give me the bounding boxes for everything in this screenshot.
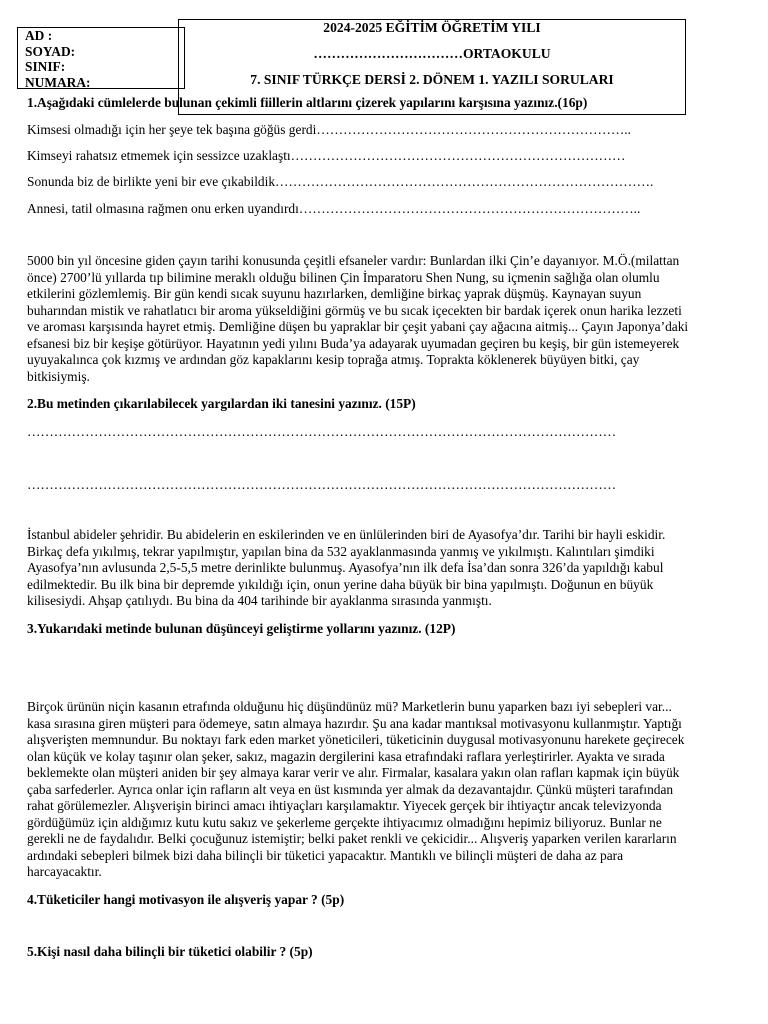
passage-line: kilisesiydi. Ahşap çatılıydı. Bu bina da 404 tarihinde bir ayaklanma sırasında yanmıştı. [27, 593, 492, 608]
passage-line: Birkaç defa yıkılmış, tekrar yapılmıştır, yapılan bina da 532 ayaklanmasında yanmış ve yıkılmıştı. Kalıntıları şimdiki [27, 543, 655, 559]
passage-line: önce) 2700’lü yıllarda tıp bilimine meraklı olduğu bilinen Çin İmparatoru Shen Nung, su içmenin sağlığa olan olumlu [27, 269, 660, 285]
passage-line: edilmektedir. Bu ilk bina bir depremde yıkıldığı için, onun yerine daha büyük bir bina yapılmıştı. Doğunun en büyük [27, 576, 654, 592]
question-4: 4.Tüketiciler hangi motivasyon ile alışveriş yapar ? (5p) [27, 892, 345, 907]
name-label: AD : [25, 28, 53, 43]
passage-line: 5000 bin yıl öncesine giden çayın tarihi konusunda çeşitli efsaneler vardır: Bunlardan ilki Çin’e dayanıyor. M.Ö.(milattan [27, 253, 680, 268]
q1-sentence: Annesi, tatil olmasına rağmen onu erken uyandırdı………………………………………………………………….. [27, 201, 641, 216]
passage-line: Ayasofya’nın avlusunda 2,5-5,5 metre derinlikte bulunmuş. Ayasofya’nın ilk defa İsa’dan sonra 326’da yapıldığı kabul [27, 560, 664, 575]
question-1: 1.Aşağıdaki cümlelerde bulunan çekimli fiillerin altlarını çizerek yapılarını karşısına yazınız.(16p) [27, 95, 588, 110]
passage-line: ve aroması karşısında hayret etmiş. Demliğine düşen bu yapraklar bir çeşit yabani çay ağacına aitmiş... Çayın Japonya’daki [27, 319, 689, 334]
q2-answer-line: …………………………………………………………………………………………………………………… [27, 424, 617, 439]
ayasofya-passage [27, 527, 737, 610]
passage-line: İstanbul abideler şehridir. Bu abidelerin en eskilerinden ve en ünlülerinden biri de Ayasofya’dır. Tarihi bir hayli eskidir. [27, 527, 666, 542]
passage-line: bitkisiymiş. [27, 368, 90, 384]
shopping-motivation-passage [27, 699, 737, 881]
question-2: 2.Bu metinden çıkarılabilecek yargılardan iki tanesini yazınız. (15P) [27, 396, 416, 411]
passage-line: Birçok ürünün niçin kasanın etrafında olduğunu hiç düşündünüz mü? Marketlerin bunu yaparken bazı iyi sebepleri var... [27, 699, 672, 714]
passage-line: harcayacaktır. [27, 864, 102, 879]
passage-line: etkilerini gözlemlemiş. Bir gün kendi sıcak suyunu hazırlarken, demliğine birkaç yaprak düşmüş. Kaynayan suyun [27, 286, 642, 301]
passage-line: gördüğümüz için aldığımız kutu kutu sakız ve şekerleme gerçekte ihtiyacımız olmadığını hepimiz biliyoruz. Bunlar ne [27, 814, 662, 830]
q1-sentence: Kimseyi rahatsız etmemek için sessizce uzaklaştı………………………………………………………………… [27, 148, 626, 163]
passage-line: beklemekte olan müşteri aniden bir şey almaya karar verir ve alır. Firmalar, kasalara yakın olan rafları kapmak için büyük [27, 765, 680, 780]
school-name-line: ……………………………ORTAOKULU [313, 46, 551, 61]
number-label: NUMARA: [25, 74, 91, 90]
tea-history-passage [27, 253, 737, 385]
class-label: SINIF: [25, 59, 66, 74]
question-3: 3.Yukarıdaki metinde bulunan düşünceyi geliştirme yollarını yazınız. (12P) [27, 621, 456, 636]
academic-year-line: 2024-2025 EĞİTİM ÖĞRETİM YILI [323, 20, 541, 35]
passage-line: efsanesi biz bir keşişe götürüyor. Hayatının yedi yılını Buda’ya adayarak uyumadan geçiren bu keşiş, bir gün istemeyerek [27, 335, 680, 351]
passage-line: gerekli ne de faydalıdır. Belki çocuğunuz istemiştir; belki paket renkli ve çekicidir... Alışveriş yaparken verilen kararların [27, 831, 677, 846]
passage-line: olan küçük ve kolay taşınır olan şeker, sakız, magazin dergilerini kasa etrafındaki raflara yerleştirirler. Ayakta ve sırada [27, 748, 665, 764]
surname-label: SOYAD: [25, 43, 76, 59]
q1-sentence: Kimsesi olmadığı için her şeye tek başına göğüs gerdi…………………………………………………………….. [27, 122, 632, 137]
q2-answer-line: …………………………………………………………………………………………………………………… [27, 477, 617, 492]
question-5: 5.Kişi nasıl daha bilinçli bir tüketici olabilir ? (5p) [27, 944, 313, 959]
passage-line: buharından mistik ve rahatlatıcı bir aroma yükseldiğini görmüş ve bu sıcak içecekten bir bardak içerek onun harika lezzeti [27, 302, 682, 318]
passage-line: kasa sırasına giren müşteri para ödemeye, satın almaya hazırdır. Şu ana kadar mantıksal motivasyonu kullanmıştır. Yaptığı [27, 715, 682, 731]
student-info-box [17, 27, 185, 89]
passage-line: uyuyakalınca çok kızmış ve ardından göz kapaklarını kesip toprağa atmış. Toprakta köklenerek büyüyen bitki, çay [27, 352, 640, 367]
passage-line: ardındaki sebepleri bilmek bizi daha bilinçli bir tüketici yapacaktır. Mantıklı ve bilinçli müşteri de daha az para [27, 847, 624, 863]
q1-sentence: Sonunda biz de birlikte yeni bir eve çıkabildik…………………………………………………………………………. [27, 174, 654, 189]
passage-line: alışverişten memnundur. Bu noktayı fark eden market yöneticileri, tüketicinin duygusal motivasyonunu harekete geçirecek [27, 732, 685, 747]
exam-title-line: 7. SINIF TÜRKÇE DERSİ 2. DÖNEM 1. YAZILI SORULARI [250, 72, 614, 87]
passage-line: çaba sarfederler. Ayrıca onlar için rafların alt veya en üst kısmında yer almak da dezavantajdır. Çünkü müşteri tarafından [27, 781, 674, 797]
passage-line: rahat görülemezler. Alışverişin birinci amacı ihtiyaçları karşılamaktır. Yiyecek gerçek bir ihtiyaçtır ancak televizyonda [27, 798, 662, 813]
